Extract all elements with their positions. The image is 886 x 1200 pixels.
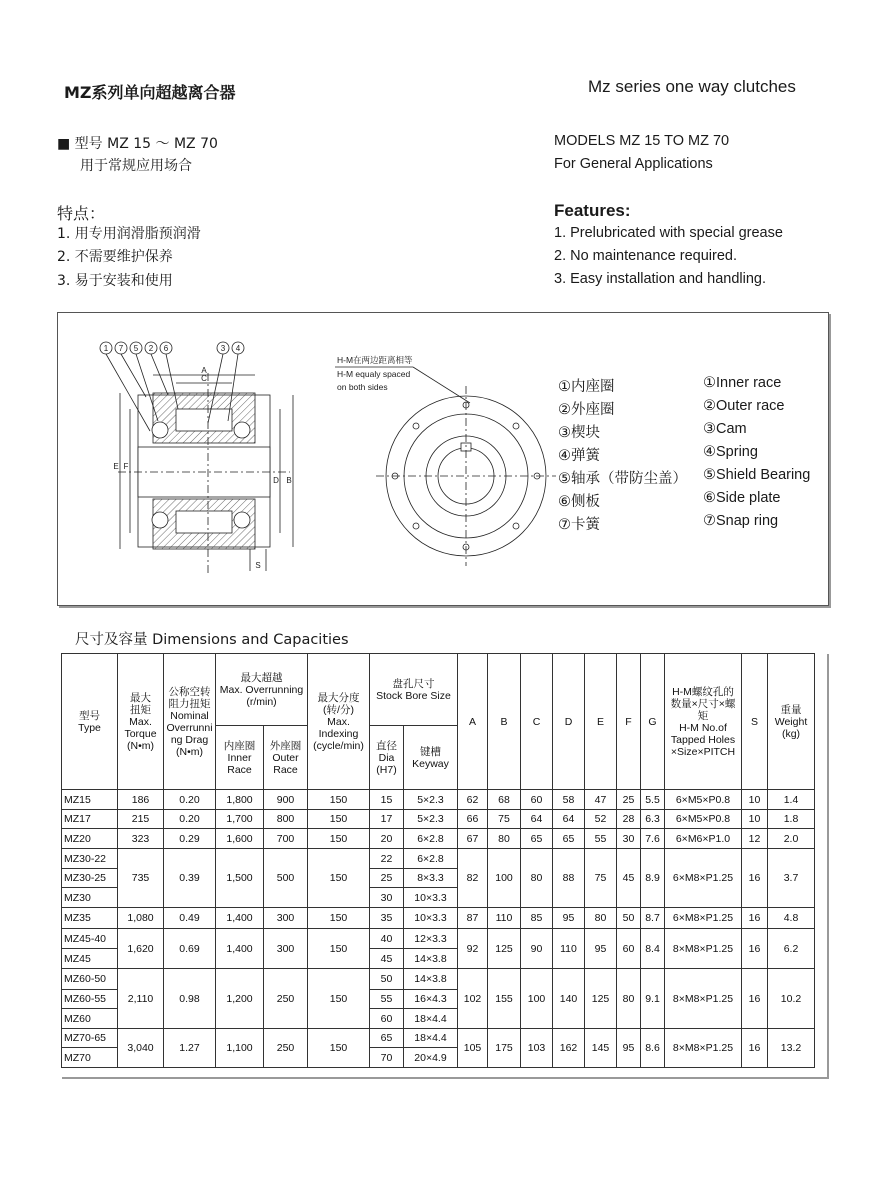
cell-holes: 6×M5×P0.8: [665, 790, 742, 810]
cell-s: 16: [742, 1029, 768, 1068]
end-view: [335, 367, 556, 566]
cell-d: 65: [553, 829, 585, 849]
cell-indexing: 150: [308, 908, 370, 929]
cell-keyway: 14×3.8: [404, 949, 458, 969]
cell-b: 110: [488, 908, 521, 929]
dim-label-c: C: [201, 374, 207, 383]
header-drag: [164, 654, 216, 790]
header-keyway-line: Keyway: [412, 757, 449, 770]
dim-label-a: A: [201, 366, 207, 375]
cell-a: 66: [458, 810, 488, 829]
cell-type: MZ30: [62, 888, 118, 908]
balloon-3: 3: [220, 344, 226, 353]
cell-s: 16: [742, 908, 768, 929]
cell-keyway: 5×2.3: [404, 810, 458, 829]
cell-type: MZ70: [62, 1048, 118, 1068]
cell-b: 155: [488, 969, 521, 1029]
cell-drag: 1.27: [164, 1029, 216, 1068]
legend-cn-3: ③楔块: [558, 425, 600, 441]
cell-f: 45: [617, 849, 641, 908]
balloon-5: 5: [133, 344, 139, 353]
models-en: MODELS MZ 15 TO MZ 70: [554, 133, 730, 149]
cell-e: 75: [585, 849, 617, 908]
cell-indexing: 150: [308, 829, 370, 849]
hm-note-en-2: on both sides: [337, 382, 388, 392]
header-holes-line: 矩: [697, 709, 709, 722]
cell-c: 90: [521, 929, 553, 969]
feature-cn-2: 2. 不需要维护保养: [57, 249, 173, 265]
header-indexing-line: Indexing: [318, 727, 359, 740]
header-dia-line: (H7): [376, 763, 397, 776]
feature-cn-3: 3. 易于安装和使用: [57, 273, 173, 289]
feature-en-2: 2. No maintenance required.: [554, 248, 737, 264]
cell-d: 162: [553, 1029, 585, 1068]
cell-weight: 10.2: [768, 969, 815, 1029]
header-dia-line: Dia: [378, 751, 395, 764]
cell-f: 30: [617, 829, 641, 849]
cell-weight: 1.4: [768, 790, 815, 810]
cell-weight: 6.2: [768, 929, 815, 969]
cell-c: 85: [521, 908, 553, 929]
cell-b: 100: [488, 849, 521, 908]
legend-cn-7: ⑦卡簧: [558, 517, 600, 533]
header-holes: [665, 654, 742, 790]
cell-type: MZ30-25: [62, 869, 118, 888]
header-holes-line: 数量×尺寸×螺: [670, 697, 736, 710]
cell-drag: 0.98: [164, 969, 216, 1029]
cell-s: 16: [742, 969, 768, 1029]
cell-e: 55: [585, 829, 617, 849]
header-bore-line: 盘孔尺寸: [392, 677, 435, 690]
cell-dia: 15: [370, 790, 404, 810]
cell-weight: 1.8: [768, 810, 815, 829]
header-outer-race-line: 外座圈: [269, 739, 302, 752]
header-indexing: [308, 654, 370, 790]
header-torque-line: Max.: [129, 715, 152, 728]
cell-f: 28: [617, 810, 641, 829]
cell-weight: 3.7: [768, 849, 815, 908]
cell-holes: 6×M6×P1.0: [665, 829, 742, 849]
legend-en-3: ③Cam: [703, 421, 747, 437]
cell-g: 7.6: [641, 829, 665, 849]
header-drag-line: Nominal: [170, 709, 209, 722]
cell-drag: 0.20: [164, 810, 216, 829]
cell-torque: 323: [118, 829, 164, 849]
cell-s: 10: [742, 810, 768, 829]
cell-e: 145: [585, 1029, 617, 1068]
header-col-b: B: [488, 654, 521, 790]
cell-indexing: 150: [308, 1029, 370, 1068]
cell-type: MZ70-65: [62, 1029, 118, 1048]
header-weight: [768, 654, 815, 790]
cell-g: 9.1: [641, 969, 665, 1029]
cell-g: 6.3: [641, 810, 665, 829]
application-cn: 用于常规应用场合: [80, 158, 192, 174]
cell-d: 64: [553, 810, 585, 829]
feature-en-3: 3. Easy installation and handling.: [554, 271, 767, 287]
cell-weight: 2.0: [768, 829, 815, 849]
header-type-line: 型号: [79, 709, 100, 722]
cell-d: 110: [553, 929, 585, 969]
header-weight-line: Weight: [774, 715, 808, 728]
cell-inner-race: 1,500: [216, 849, 264, 908]
cell-f: 95: [617, 1029, 641, 1068]
dim-label-e: E: [113, 462, 119, 471]
header-type: [62, 654, 118, 790]
cell-type: MZ60: [62, 1009, 118, 1029]
cell-keyway: 16×4.3: [404, 990, 458, 1009]
header-outer-race-line: Race: [273, 763, 298, 776]
table-row: [62, 908, 815, 929]
cell-keyway: 18×4.4: [404, 1009, 458, 1029]
cell-d: 88: [553, 849, 585, 908]
cell-outer-race: 250: [264, 1029, 308, 1068]
cell-inner-race: 1,200: [216, 969, 264, 1029]
legend-en-2: ②Outer race: [703, 398, 785, 414]
header-indexing-line: (转/分): [323, 703, 354, 716]
cell-keyway: 6×2.8: [404, 829, 458, 849]
cell-type: MZ30-22: [62, 849, 118, 869]
cell-drag: 0.20: [164, 790, 216, 810]
table-row: [62, 810, 815, 829]
header-outer-race-line: Outer: [272, 751, 299, 764]
cell-holes: 6×M8×P1.25: [665, 908, 742, 929]
cell-dia: 22: [370, 849, 404, 869]
legend-en-6: ⑥Side plate: [703, 490, 781, 506]
cell-s: 10: [742, 790, 768, 810]
cell-torque: 186: [118, 790, 164, 810]
cell-outer-race: 500: [264, 849, 308, 908]
cell-holes: 8×M8×P1.25: [665, 929, 742, 969]
legend-en-1: ①Inner race: [703, 375, 782, 391]
header-inner-race-line: 内座圈: [223, 739, 256, 752]
header-bore: [370, 654, 458, 726]
cell-torque: 215: [118, 810, 164, 829]
cell-weight: 4.8: [768, 908, 815, 929]
header-torque-line: 扭矩: [130, 703, 151, 716]
header-drag-line: 公称空转: [168, 685, 211, 698]
cell-e: 47: [585, 790, 617, 810]
header-torque-line: Torque: [124, 727, 157, 740]
cell-torque: 1,620: [118, 929, 164, 969]
cell-indexing: 150: [308, 929, 370, 969]
cell-inner-race: 1,400: [216, 908, 264, 929]
feature-en-1: 1. Prelubricated with special grease: [554, 225, 783, 241]
models-cn: ■ 型号 MZ 15 ～ MZ 70: [57, 136, 218, 152]
cell-g: 8.9: [641, 849, 665, 908]
cell-g: 8.6: [641, 1029, 665, 1068]
cell-c: 60: [521, 790, 553, 810]
dim-label-s: S: [255, 561, 261, 570]
cell-e: 95: [585, 929, 617, 969]
dim-label-f: F: [123, 462, 129, 471]
cell-holes: 6×M8×P1.25: [665, 849, 742, 908]
cell-inner-race: 1,700: [216, 810, 264, 829]
cell-indexing: 150: [308, 849, 370, 908]
application-en: For General Applications: [554, 156, 713, 172]
dimensions-table: [61, 653, 815, 1068]
header-overrun-line: Max. Overrunning: [219, 683, 304, 696]
legend-cn-2: ②外座圈: [558, 402, 615, 418]
hm-note-cn: H-M在两边距离相等: [337, 355, 413, 365]
table-row: [62, 1029, 815, 1048]
cell-inner-race: 1,600: [216, 829, 264, 849]
dimensions-title: 尺寸及容量 Dimensions and Capacities: [75, 632, 349, 648]
technical-drawing-panel: [57, 312, 829, 606]
header-inner-race-line: Race: [227, 763, 252, 776]
hm-note-en-1: H-M equaly spaced: [337, 369, 411, 379]
cell-c: 65: [521, 829, 553, 849]
header-torque-line: 最大: [130, 691, 151, 704]
balloon-7: 7: [118, 344, 124, 353]
header-col-c: C: [521, 654, 553, 790]
cell-drag: 0.69: [164, 929, 216, 969]
cell-dia: 25: [370, 869, 404, 888]
page-title-cn: MZ系列单向超越离合器: [64, 83, 236, 102]
cell-a: 82: [458, 849, 488, 908]
cell-dia: 50: [370, 969, 404, 990]
header-inner-race: [216, 726, 264, 790]
header-overrun-line: 最大超越: [240, 671, 283, 684]
cell-c: 100: [521, 969, 553, 1029]
header-holes-line: H-M No.of: [679, 721, 727, 734]
header-drag-line: (N•m): [176, 745, 203, 758]
cell-keyway: 5×2.3: [404, 790, 458, 810]
cell-e: 52: [585, 810, 617, 829]
header-col-a: A: [458, 654, 488, 790]
cell-s: 16: [742, 849, 768, 908]
dim-label-d: D: [273, 476, 279, 485]
cell-type: MZ15: [62, 790, 118, 810]
header-s: S: [742, 654, 768, 790]
cell-type: MZ60-55: [62, 990, 118, 1009]
cell-outer-race: 300: [264, 908, 308, 929]
cell-torque: 1,080: [118, 908, 164, 929]
cell-torque: 735: [118, 849, 164, 908]
header-keyway: [404, 726, 458, 790]
cell-dia: 55: [370, 990, 404, 1009]
cell-c: 64: [521, 810, 553, 829]
cell-g: 5.5: [641, 790, 665, 810]
cell-e: 80: [585, 908, 617, 929]
cell-d: 58: [553, 790, 585, 810]
cell-dia: 17: [370, 810, 404, 829]
cell-keyway: 20×4.9: [404, 1048, 458, 1068]
cell-f: 25: [617, 790, 641, 810]
cell-indexing: 150: [308, 810, 370, 829]
cell-holes: 8×M8×P1.25: [665, 1029, 742, 1068]
header-drag-line: Overrunni: [166, 721, 213, 734]
cell-f: 80: [617, 969, 641, 1029]
cell-a: 102: [458, 969, 488, 1029]
cell-dia: 65: [370, 1029, 404, 1048]
table-row: [62, 790, 815, 810]
cell-type: MZ35: [62, 908, 118, 929]
cell-dia: 40: [370, 929, 404, 949]
cell-f: 60: [617, 929, 641, 969]
cell-dia: 45: [370, 949, 404, 969]
cell-keyway: 10×3.3: [404, 908, 458, 929]
header-holes-line: ×Size×PITCH: [670, 745, 736, 758]
cell-d: 95: [553, 908, 585, 929]
cell-torque: 2,110: [118, 969, 164, 1029]
header-type-line: Type: [78, 721, 101, 734]
cell-drag: 0.49: [164, 908, 216, 929]
header-inner-race-line: Inner: [227, 751, 252, 764]
cell-keyway: 12×3.3: [404, 929, 458, 949]
header-torque-line: (N•m): [127, 739, 154, 752]
header-weight-line: (kg): [781, 727, 801, 740]
cell-drag: 0.29: [164, 829, 216, 849]
cell-type: MZ45-40: [62, 929, 118, 949]
cell-holes: 6×M5×P0.8: [665, 810, 742, 829]
cell-keyway: 8×3.3: [404, 869, 458, 888]
header-holes-line: H-M螺纹孔的: [672, 685, 734, 698]
cell-keyway: 14×3.8: [404, 969, 458, 990]
balloon-4: 4: [235, 344, 241, 353]
cell-b: 125: [488, 929, 521, 969]
cell-type: MZ60-50: [62, 969, 118, 990]
header-keyway-line: 键槽: [420, 745, 441, 758]
cell-indexing: 150: [308, 790, 370, 810]
cell-g: 8.4: [641, 929, 665, 969]
cell-f: 50: [617, 908, 641, 929]
header-torque: [118, 654, 164, 790]
cell-outer-race: 800: [264, 810, 308, 829]
header-holes-line: Tapped Holes: [670, 733, 736, 746]
cell-weight: 13.2: [768, 1029, 815, 1068]
table-row: [62, 829, 815, 849]
cell-a: 62: [458, 790, 488, 810]
cell-dia: 20: [370, 829, 404, 849]
header-col-e: E: [585, 654, 617, 790]
cell-dia: 35: [370, 908, 404, 929]
cell-outer-race: 900: [264, 790, 308, 810]
cell-b: 75: [488, 810, 521, 829]
header-indexing-line: 最大分度: [317, 691, 360, 704]
cell-a: 87: [458, 908, 488, 929]
header-indexing-line: (cycle/min): [313, 739, 364, 752]
header-col-d: D: [553, 654, 585, 790]
cell-s: 16: [742, 929, 768, 969]
page-title-en: Mz series one way clutches: [588, 77, 796, 96]
header-drag-line: ng Drag: [170, 733, 209, 746]
cell-dia: 60: [370, 1009, 404, 1029]
header-col-g: G: [641, 654, 665, 790]
dim-label-b: B: [286, 476, 292, 485]
balloon-1: 1: [103, 344, 109, 353]
legend-en-4: ④Spring: [703, 444, 758, 460]
cell-b: 68: [488, 790, 521, 810]
cell-d: 140: [553, 969, 585, 1029]
cell-type: MZ17: [62, 810, 118, 829]
header-dia-line: 直径: [376, 739, 397, 752]
cell-a: 67: [458, 829, 488, 849]
legend-cn-4: ④弹簧: [558, 448, 600, 464]
table-row: [62, 969, 815, 990]
sectional-view: [100, 342, 293, 573]
cell-a: 92: [458, 929, 488, 969]
header-bore-line: Stock Bore Size: [376, 689, 451, 702]
cell-outer-race: 250: [264, 969, 308, 1029]
cell-s: 12: [742, 829, 768, 849]
cell-inner-race: 1,800: [216, 790, 264, 810]
cell-keyway: 18×4.4: [404, 1029, 458, 1048]
header-overrun: [216, 654, 308, 726]
cell-b: 175: [488, 1029, 521, 1068]
balloon-6: 6: [163, 344, 169, 353]
cell-drag: 0.39: [164, 849, 216, 908]
header-indexing-line: Max.: [327, 715, 350, 728]
header-col-f: F: [617, 654, 641, 790]
cell-indexing: 150: [308, 969, 370, 1029]
cell-dia: 30: [370, 888, 404, 908]
cell-keyway: 6×2.8: [404, 849, 458, 869]
header-weight-line: 重量: [780, 703, 802, 716]
cell-dia: 70: [370, 1048, 404, 1068]
cell-g: 8.7: [641, 908, 665, 929]
cell-type: MZ20: [62, 829, 118, 849]
table-row: [62, 929, 815, 949]
legend-cn-5: ⑤轴承（带防尘盖）: [558, 471, 687, 487]
header-overrun-line: (r/min): [246, 695, 277, 708]
cell-type: MZ45: [62, 949, 118, 969]
cell-b: 80: [488, 829, 521, 849]
header-drag-line: 阻力扭矩: [168, 697, 211, 710]
legend-cn-1: ①内座圈: [558, 379, 615, 395]
cell-torque: 3,040: [118, 1029, 164, 1068]
cell-a: 105: [458, 1029, 488, 1068]
legend-en-5: ⑤Shield Bearing: [703, 467, 811, 483]
cell-c: 80: [521, 849, 553, 908]
cell-inner-race: 1,100: [216, 1029, 264, 1068]
cell-outer-race: 300: [264, 929, 308, 969]
features-heading-cn: 特点：: [57, 204, 106, 223]
legend-en-7: ⑦Snap ring: [703, 513, 779, 529]
cell-holes: 8×M8×P1.25: [665, 969, 742, 1029]
cell-e: 125: [585, 969, 617, 1029]
features-heading-en: Features:: [554, 201, 631, 220]
balloon-2: 2: [148, 344, 154, 353]
legend-cn-6: ⑥侧板: [558, 494, 600, 510]
table-row: [62, 849, 815, 869]
cell-c: 103: [521, 1029, 553, 1068]
header-dia: [370, 726, 404, 790]
cell-outer-race: 700: [264, 829, 308, 849]
cell-inner-race: 1,400: [216, 929, 264, 969]
cell-keyway: 10×3.3: [404, 888, 458, 908]
feature-cn-1: 1. 用专用润滑脂预润滑: [57, 226, 201, 242]
header-outer-race: [264, 726, 308, 790]
